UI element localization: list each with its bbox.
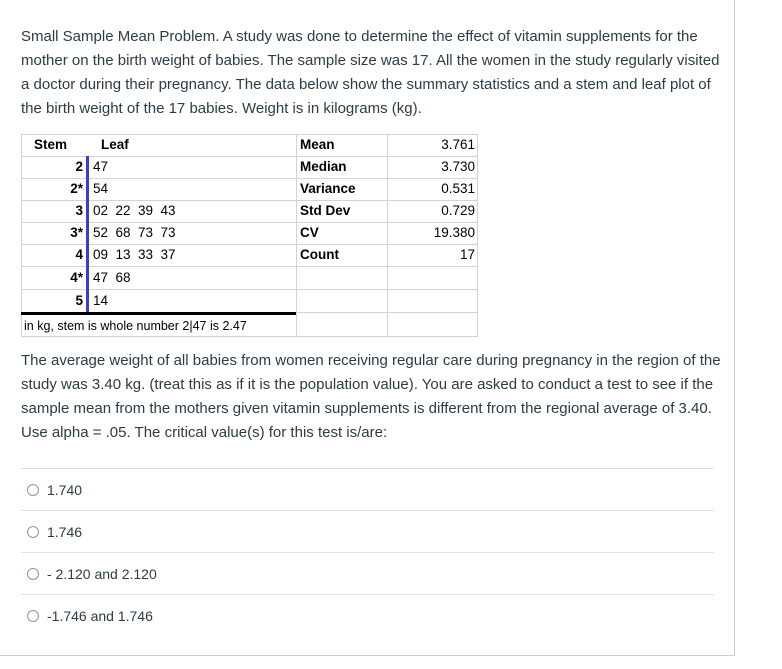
summary-value: 17: [459, 247, 475, 262]
stem-divider-line: [86, 156, 89, 312]
stem-header: Stem: [34, 137, 68, 152]
leaf-value: 47: [93, 159, 109, 174]
answer-option-1[interactable]: [21, 469, 714, 510]
radio-button[interactable]: [27, 484, 39, 496]
answer-option-label: -1.746 and 1.746: [47, 607, 153, 624]
stem-value: 2: [75, 159, 83, 174]
summary-label: Mean: [300, 137, 335, 152]
answer-option-label: 1.746: [47, 523, 83, 540]
summary-label: Median: [300, 159, 347, 174]
summary-label: Std Dev: [300, 203, 351, 218]
leaf-value: 52 68 73 73: [93, 225, 176, 240]
leaf-value: 14: [93, 293, 109, 308]
leaf-value: 47 68: [93, 270, 131, 285]
leaf-header: Leaf: [101, 137, 129, 152]
summary-label: Variance: [300, 181, 356, 196]
stem-value: 3: [75, 203, 83, 218]
answer-option-label: 1.740: [47, 481, 83, 498]
answer-option-4[interactable]: [21, 595, 714, 636]
leaf-value: 09 13 33 37: [93, 247, 176, 262]
leaf-value: 54: [93, 181, 109, 196]
question-intro: Small Sample Mean Problem. A study was done to determine the effect of vitamin supplements for the mother on the birth weight of babies. The sample size was 17. All the women in the study regularly visited a doctor during their pregnancy. The data below show the summary statistics and a stem and leaf plot of the birth weight of the 17 babies. Weight is in kilograms (kg).: [21, 28, 720, 117]
summary-value: 0.531: [441, 181, 475, 196]
radio-button[interactable]: [27, 568, 39, 580]
answer-option-2[interactable]: [21, 511, 714, 552]
radio-button[interactable]: [27, 526, 39, 538]
radio-button[interactable]: [27, 610, 39, 622]
stem-leaf-footnote: in kg, stem is whole number 2|47 is 2.47: [24, 319, 247, 333]
summary-value: 3.761: [441, 137, 475, 152]
stem-leaf-table: [21, 134, 478, 337]
summary-value: 3.730: [441, 159, 475, 174]
summary-label: CV: [300, 225, 319, 240]
answer-option-3[interactable]: [21, 553, 714, 594]
summary-label: Count: [300, 247, 339, 262]
stem-value: 5: [75, 293, 83, 308]
answer-option-label: - 2.120 and 2.120: [47, 565, 157, 582]
stem-value: 3*: [70, 225, 83, 240]
summary-value: 0.729: [441, 203, 475, 218]
stem-value: 4*: [70, 270, 83, 285]
stem-value: 2*: [70, 181, 83, 196]
summary-value: 19.380: [433, 225, 475, 240]
leaf-value: 02 22 39 43: [93, 203, 176, 218]
stem-value: 4: [75, 247, 83, 262]
question-body: The average weight of all babies from women receiving regular care during pregnancy in the region of the study was 3.40 kg. (treat this as if it is the population value). You are asked to conduct a test to see if the sample mean from the mothers given vitamin supplements is different from the regional average of 3.40. Use alpha = .05. The critical value(s) for this test is/are:: [21, 352, 721, 441]
